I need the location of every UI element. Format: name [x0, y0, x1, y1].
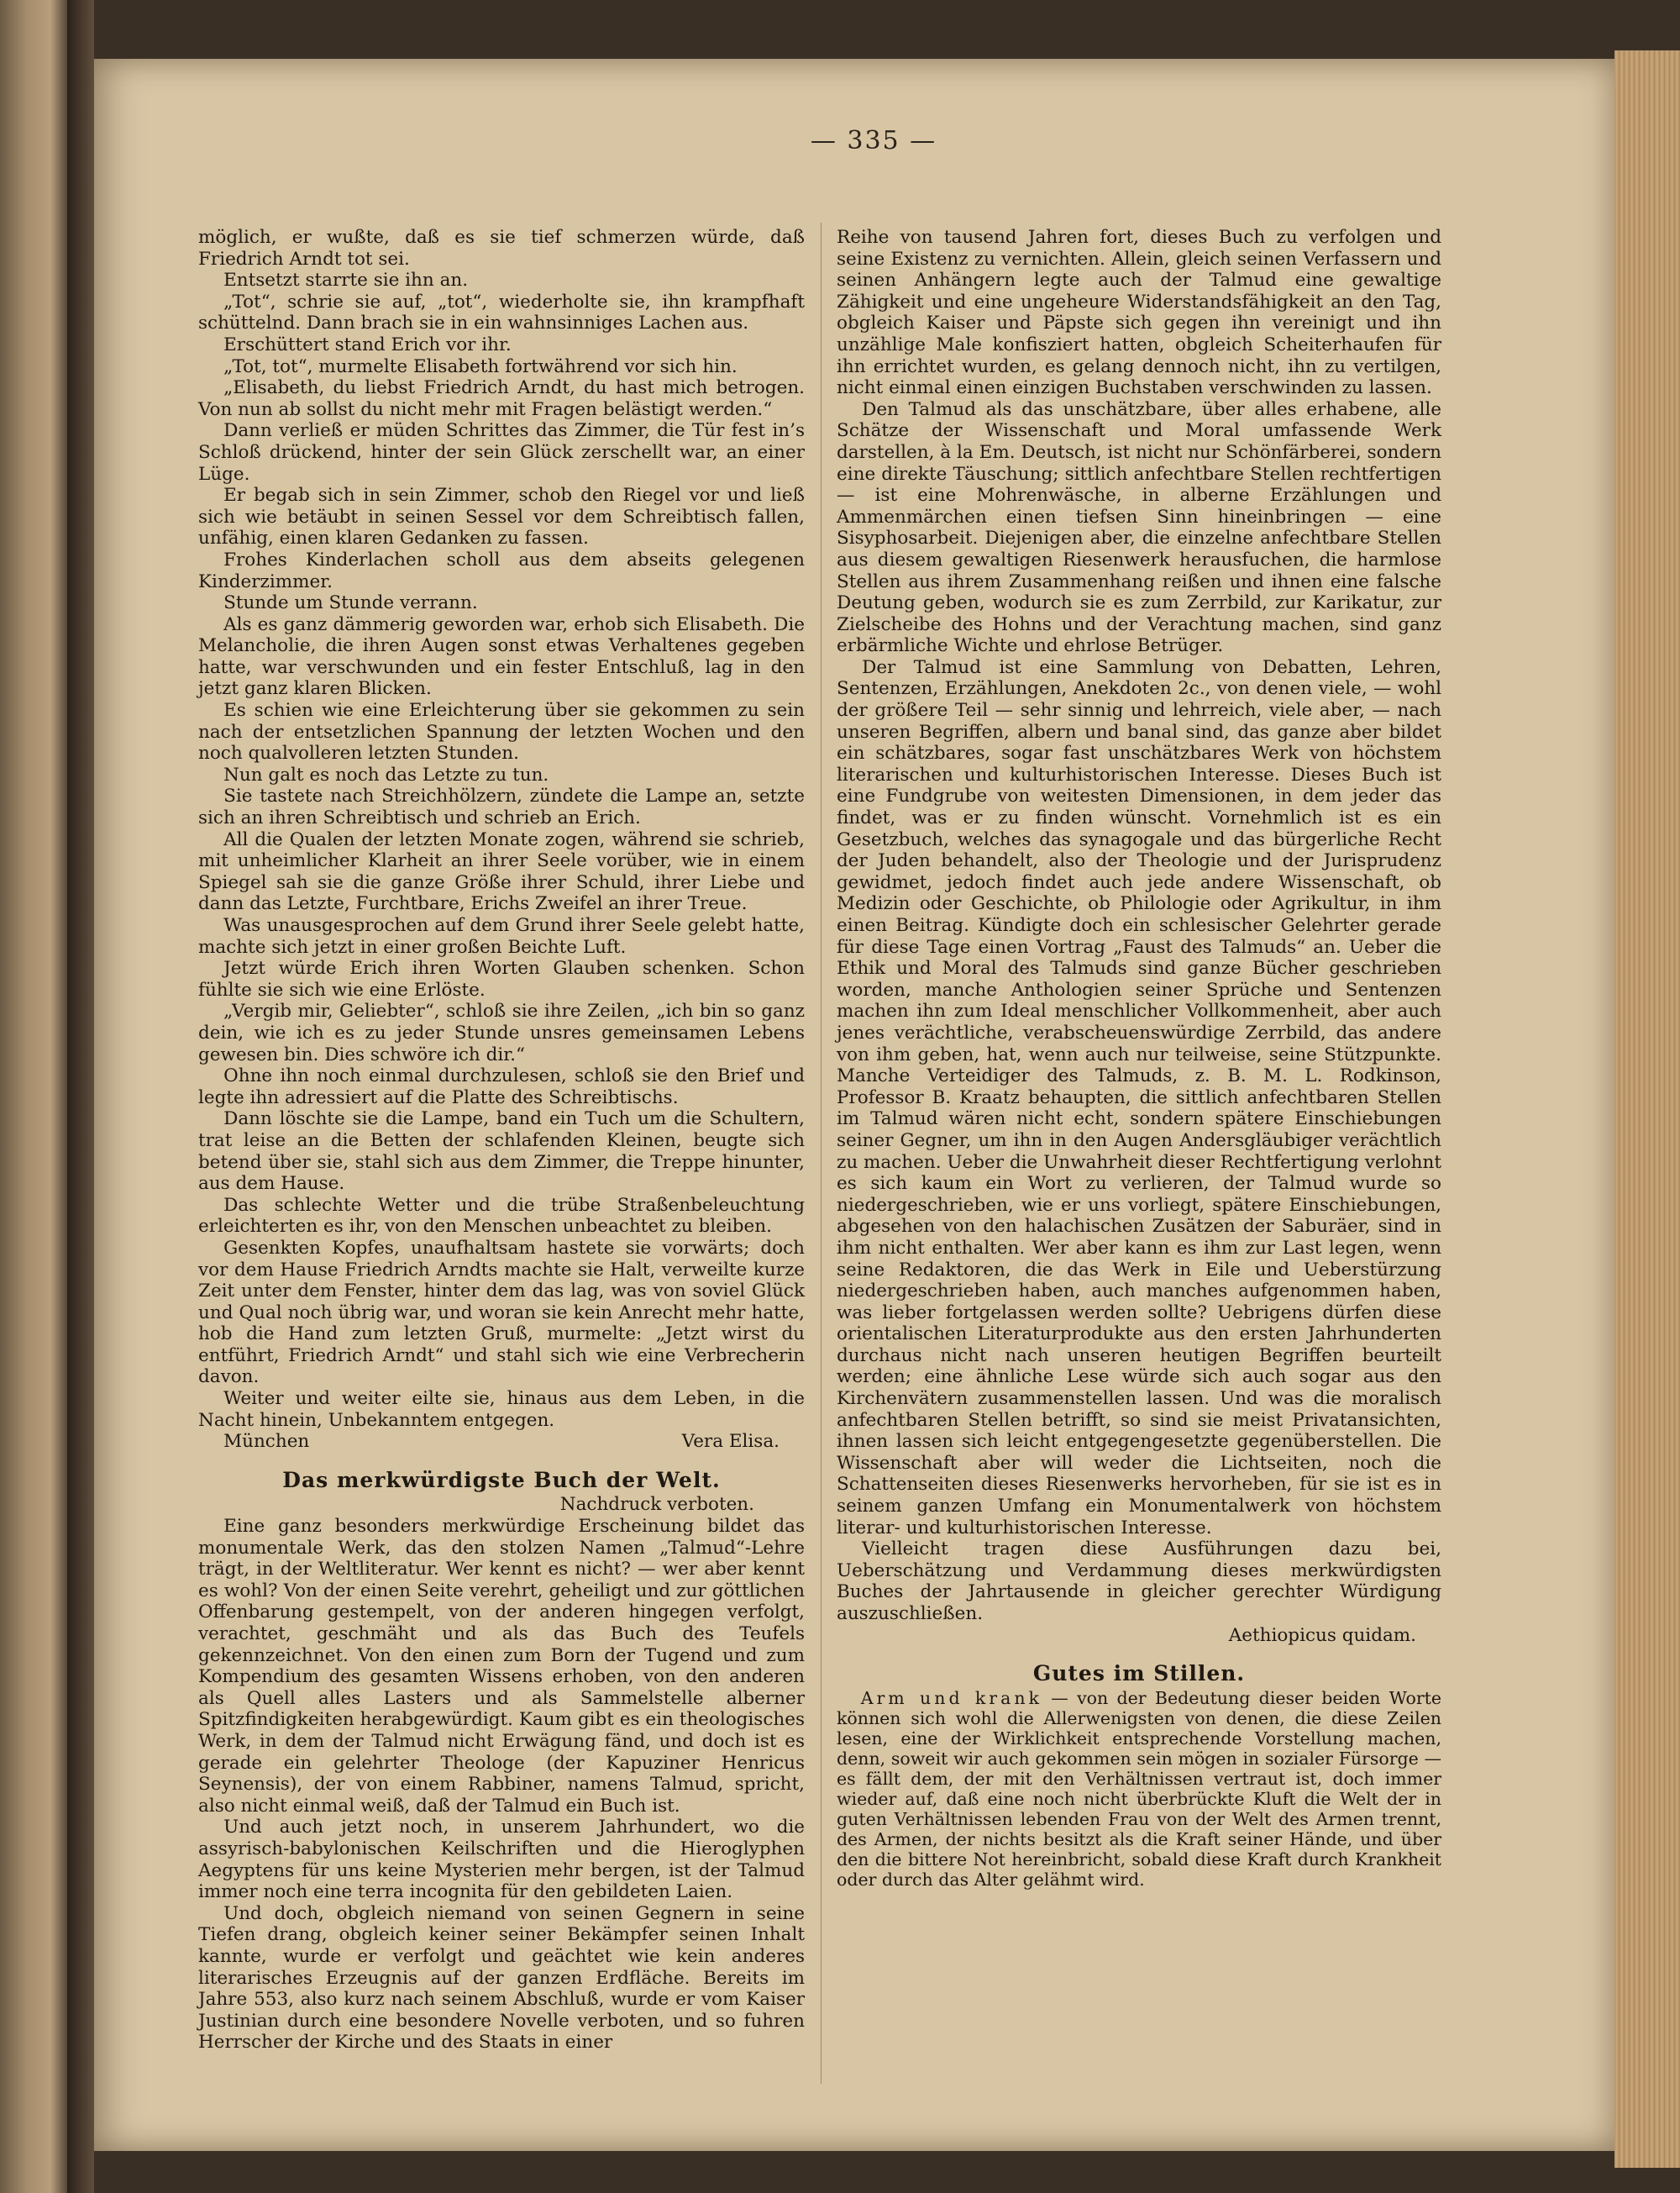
story-paragraph: „Tot, tot“, murmelte Elisabeth fortwährend vor sich hin. [223, 355, 738, 377]
story-paragraph: „Vergib mir, Geliebter“, schloß sie ihre Zeilen, „ich bin so ganz dein, wie ich es zu jeder Stunde unsres gemeinsamen Lebens gewesen bin. Dies schwöre ich dir.“ [198, 1001, 805, 1065]
story-paragraph: Es schien wie eine Erleichterung über sie gekommen zu sein nach der entsetzlichen Spannung der letzten Wochen und den noch qualvolleren letzten Stunden. [198, 700, 805, 765]
story-paragraph: Erschüttert stand Erich vor ihr. [223, 334, 512, 355]
article-paragraph: Und doch, obgleich niemand von seinen Gegnern in seine Tiefen drang, obgleich keiner seiner Bekämpfer seinen Inhalt kannte, wurde er verfolgt und geächtet wie kein anderes literarisches Erzeugnis auf der ganzen Erdfläche. Bereits im Jahre 553, also kurz nach seinem Abschluß, wurde er vom Kaiser Justinian durch eine besondere Novelle verboten, und so fuhren Herrscher der Kirche und des Staats in einer [198, 1902, 805, 2054]
article-paragraph: Eine ganz besonders merkwürdige Erscheinung bildet das monumentale Werk, das den stolzen Namen „Talmud“-Lehre trägt, in der Weltliteratur. Wer kennt es nicht? — wer aber kennt es wohl? Von der einen Seite verehrt, geheiligt und zur göttlichen Offenbarung gestempelt, von der anderen hingegen verfolgt, verachtet, geschmäht und als das Buch des Teufels gekennzeichnet. Von den einen zum Born der Tugend und zum Kompendium des gesamten Wissens erhoben, von den anderen als Quell alles Lasters und als Sammelstelle alberner Spitzfindigkeiten herabgewürdigt. Kaum gibt es ein theologisches Werk, in dem der Talmud nicht Erwägung fänd, und doch ist es gerade ein gelehrter Theologe (der Kapuziner Henricus Seynensis), der von einem Rabbiner, namens Talmud, spricht, also nicht einmal weiß, daß der Talmud ein Buch ist. [198, 1516, 805, 1817]
story-paragraph: Ohne ihn noch einmal durchzulesen, schloß sie den Brief und legte ihn adressiert auf die Platte des Schreibtischs. [198, 1065, 805, 1108]
article-paragraph: Reihe von tausend Jahren fort, dieses Buch zu verfolgen und seine Existenz zu vernichten. Allein, gleich seinen Verfassern und seinen Anhängern legte auch der Talmud eine gewaltige Zähigkeit und eine ungeheure Widerstandsfähigkeit an den Tag, obgleich Kaiser und Päpste sich gegen ihn vereinigt und ihn unzählige Male konfisziert hatten, obgleich Scheiterhaufen für ihn errichtet wurden, es gelang dennoch nicht, ihn zu vertilgen, nicht einmal einen einzigen Buchstaben verschwinden zu lassen. [837, 227, 1441, 399]
story-signature [198, 1431, 805, 1453]
story-paragraph: Frohes Kinderlachen scholl aus dem abseits gelegenen Kinderzimmer. [198, 549, 805, 592]
section-title: Gutes im Stillen. [1032, 1661, 1246, 1686]
reprint-note: Nachdruck verboten. [559, 1494, 754, 1516]
article-paragraph: Und auch jetzt noch, in unserem Jahrhundert, wo die assyrisch-babylonischen Keilschriften und die Hieroglyphen Aegyptens für uns keine Mysterien mehr bergen, ist der Talmud immer noch eine terra incognita für den gebildeten Laien. [198, 1817, 805, 1903]
article-signature: Aethiopicus quidam. [1228, 1624, 1416, 1646]
signature-place: München [223, 1431, 310, 1453]
story-paragraph: Weiter und weiter eilte sie, hinaus aus dem Leben, in die Nacht hinein, Unbekanntem entgegen. [198, 1388, 805, 1431]
section-text: — von der Bedeutung dieser beiden Worte können sich wohl die Allerwenigsten von denen, die diese Zeilen lesen, eine der Wirklichkeit entsprechende Vorstellung machen, denn, soweit wir auch gekommen sein mögen in sozialer Fürsorge — es fällt dem, der mit den Verhältnissen vertraut ist, doch immer wieder auf, daß eine noch nicht überbrückte Kluft die Welt der in guten Verhältnissen lebenden Frau von der Welt des Armen trennt, des Armen, der nichts besitzt als die Kraft seiner Hände, und über den die bittere Not hereinbricht, sobald diese Kraft durch Krankheit oder durch das Alter gelähmt wird. [837, 1687, 1441, 1890]
column-divider [821, 223, 822, 2084]
story-paragraph: „Elisabeth, du liebst Friedrich Arndt, du hast mich betrogen. Von nun ab sollst du nicht mehr mit Fragen belästigt werden.“ [198, 377, 805, 420]
article-paragraph: Den Talmud als das unschätzbare, über alles erhabene, alle Schätze der Wissenschaft und Moral umfassende Werk darstellen, à la Em. Deutsch, ist nicht nur Schönfärberei, sondern eine direkte Täuschung; sittlich anfechtbare Stellen rechtfertigen — ist eine Mohrenwäsche, in alberne Erzählungen und Ammenmärchen einen tiefsen Sinn hineinbringen — eine Sisyphosarbeit. Diejenigen aber, die einzelne anfechtbare Stellen aus diesem gewaltigen Riesenwerk herausfuchen, die harmlose Stellen aus ihrem Zusammenhang reißen und ihnen eine falsche Deutung geben, wodurch sie es zum Zerrbild, zur Karikatur, zur Zielscheibe des Hohns und der Verachtung machen, sind ganz erbärmliche Wichte und ehrlose Betrüger. [837, 398, 1441, 657]
story-paragraph: Entsetzt starrte sie ihn an. [223, 270, 469, 292]
section-lead: Arm und krank [860, 1687, 1042, 1708]
story-paragraph: „Tot“, schrie sie auf, „tot“, wiederholte sie, ihn krampfhaft schüttelnd. Dann brach sie in ein wahnsinniges Lachen aus. [198, 291, 805, 334]
story-paragraph: Stunde um Stunde verrann. [223, 592, 478, 614]
story-paragraph: Als es ganz dämmerig geworden war, erhob sich Elisabeth. Die Melancholie, die ihren Augen sonst etwas Verhaltenes gegeben hatte, war verschwunden und ein fester Entschluß, lag in den jetzt ganz klaren Blicken. [198, 613, 805, 700]
story-paragraph: Dann verließ er müden Schrittes das Zimmer, die Tür fest in’s Schloß drückend, hinter der sein Glück zerschellt war, an einer Lüge. [198, 420, 805, 485]
article-title: Das merkwürdigste Buch der Welt. [282, 1467, 721, 1492]
story-paragraph: Das schlechte Wetter und die trübe Straßenbeleuchtung erleichterten es ihr, von den Menschen unbeachtet zu bleiben. [198, 1194, 805, 1238]
section-paragraph [837, 1688, 1441, 1890]
previous-page-edge [0, 0, 67, 2193]
story-paragraph: Was unausgesprochen auf dem Grund ihrer Seele gelebt hatte, machte sich jetzt in einer großen Beichte Luft. [198, 915, 805, 958]
story-paragraph: Er begab sich in sein Zimmer, schob den Riegel vor und ließ sich wie betäubt in seinen Sessel vor dem Schreibtisch fallen, unfähig, einen klaren Gedanken zu fassen. [198, 485, 805, 550]
story-paragraph: Nun galt es noch das Letzte zu tun. [223, 764, 549, 786]
story-paragraph: All die Qualen der letzten Monate zogen, während sie schrieb, mit unheimlicher Klarheit an ihrer Seele vorüber, wie in einem Spiegel sah sie die ganze Größe ihrer Schuld, ihrer Liebe und dann das Letzte, Furchtbare, Erichs Zweifel an ihrer Treue. [198, 828, 805, 915]
story-paragraph: Gesenkten Kopfes, unaufhaltsam hastete sie vorwärts; doch vor dem Hause Friedrich Arndts machte sie Halt, verweilte kurze Zeit unter dem Fenster, hinter dem das lag, was von soviel Glück und Qual noch übrig war, und woran sie kein Anrecht mehr hatte, hob die Hand zum letzten Gruß, murmelte: „Jetzt wirst du entführt, Friedrich Arndt“ und stahl sich wie eine Verbrecherin davon. [198, 1237, 805, 1388]
story-paragraph: möglich, er wußte, daß es sie tief schmerzen würde, daß Friedrich Arndt tot sei. [198, 227, 805, 270]
story-paragraph: Dann löschte sie die Lampe, band ein Tuch um die Schultern, trat leise an die Betten der schlafenden Kleinen, beugte sich betend über sie, stahl sich aus dem Zimmer, die Treppe hinunter, aus dem Hause. [198, 1108, 805, 1195]
story-paragraph: Sie tastete nach Streichhölzern, zündete die Lampe an, setzte sich an ihren Schreibtisch und schrieb an Erich. [198, 786, 805, 829]
right-column [837, 227, 1441, 1890]
left-column [198, 227, 805, 2054]
story-paragraph: Jetzt würde Erich ihren Worten Glauben schenken. Schon fühlte sie sich wie eine Erlöste. [198, 958, 805, 1001]
signature-author: Vera Elisa. [681, 1431, 780, 1453]
page-stack-edge [1614, 50, 1680, 2168]
article-paragraph: Der Talmud ist eine Sammlung von Debatten, Lehren, Sentenzen, Erzählungen, Anekdoten 2c., von denen viele, — wohl der größere Teil — sehr sinnig und lehrreich, viele aber, — nach unseren Begriffen, albern und banal sind, das ganze aber bildet ein schätzbares, sogar fast unschätzbares Werk von höchstem literarischen und kulturhistorischen Interesse. Dieses Buch ist eine Fundgrube von weitesten Dimensionen, in dem jeder das findet, was er zu finden wünscht. Vornehmlich ist es ein Gesetzbuch, welches das synagogale und das bürgerliche Recht der Juden behandelt, also der Theologie und der Jurisprudenz gewidmet, jedoch findet auch jede andere Wissenschaft, ob Medizin oder Geschichte, ob Philologie oder Agrikultur, in ihm einen Beitrag. Kündigte doch ein schlesischer Gelehrter gerade für diese Tage einen Vortrag „Faust des Talmuds“ an. Ueber die Ethik und Moral des Talmuds sind ganze Bücher geschrieben worden, manche Anthologien seiner Sprüche und Sentenzen machen ihn zum Ideal menschlicher Vollkommenheit, aber auch jenes verächtliche, verabscheuenswürdige Zerrbild, das andere von ihm geben, hat, wenn auch nur teilweise, seine Stützpunkte. Manche Verteidiger des Talmuds, z. B. M. L. Rodkinson, Professor B. Kraatz behaupten, die sittlich anfechtbaren Stellen im Talmud wären nicht echt, sondern spätere Einschiebungen seiner Gegner, um ihn in den Augen Andersgläubiger verächtlich zu machen. Ueber die Unwahrheit dieser Rechtfertigung verlohnt es sich kaum ein Wort zu verlieren, der Talmud wurde so niedergeschrieben, wie er uns vorliegt, spätere Einschiebungen, abgesehen von den halachischen Zusätzen der Saburäer, sind in ihm nicht enthalten. Wer aber kann es ihm zur Last legen, wenn seine Redaktoren, die das Werk in Eile und Ueberstürzung niedergeschrieben haben, auch manches aufgenommen haben, was lieber fortgelassen werden sollte? Uebrigens dürfen diese orientalischen Literaturprodukte aus den ersten Jahrhunderten durchaus nicht nach unseren heutigen Begriffen beurteilt werden; eine ähnliche Lese würde sich auch sogar aus den Kirchenvätern zusammenstellen lassen. Und was die moralisch anfechtbaren Stellen betrifft, so sind sie meist Privatansichten, ihnen lassen sich leicht entgegengesetzte gegenüberstellen. Die Wissenschaft aber will weder die Lichtseiten, noch die Schattenseiten dieses Riesenwerks hervorheben, für sie ist es in seinem ganzen Umfang ein Monumentalwerk von höchstem literar- und kulturhistorischen Interesse. [837, 656, 1441, 1538]
page-number: — 335 — [810, 126, 937, 155]
book-gutter [67, 0, 94, 2193]
article-paragraph: Vielleicht tragen diese Ausführungen dazu bei, Ueberschätzung und Verdammung dieses merkwürdigsten Buches der Jahrtausende in gleicher gerechter Würdigung auszuschließen. [837, 1538, 1441, 1624]
